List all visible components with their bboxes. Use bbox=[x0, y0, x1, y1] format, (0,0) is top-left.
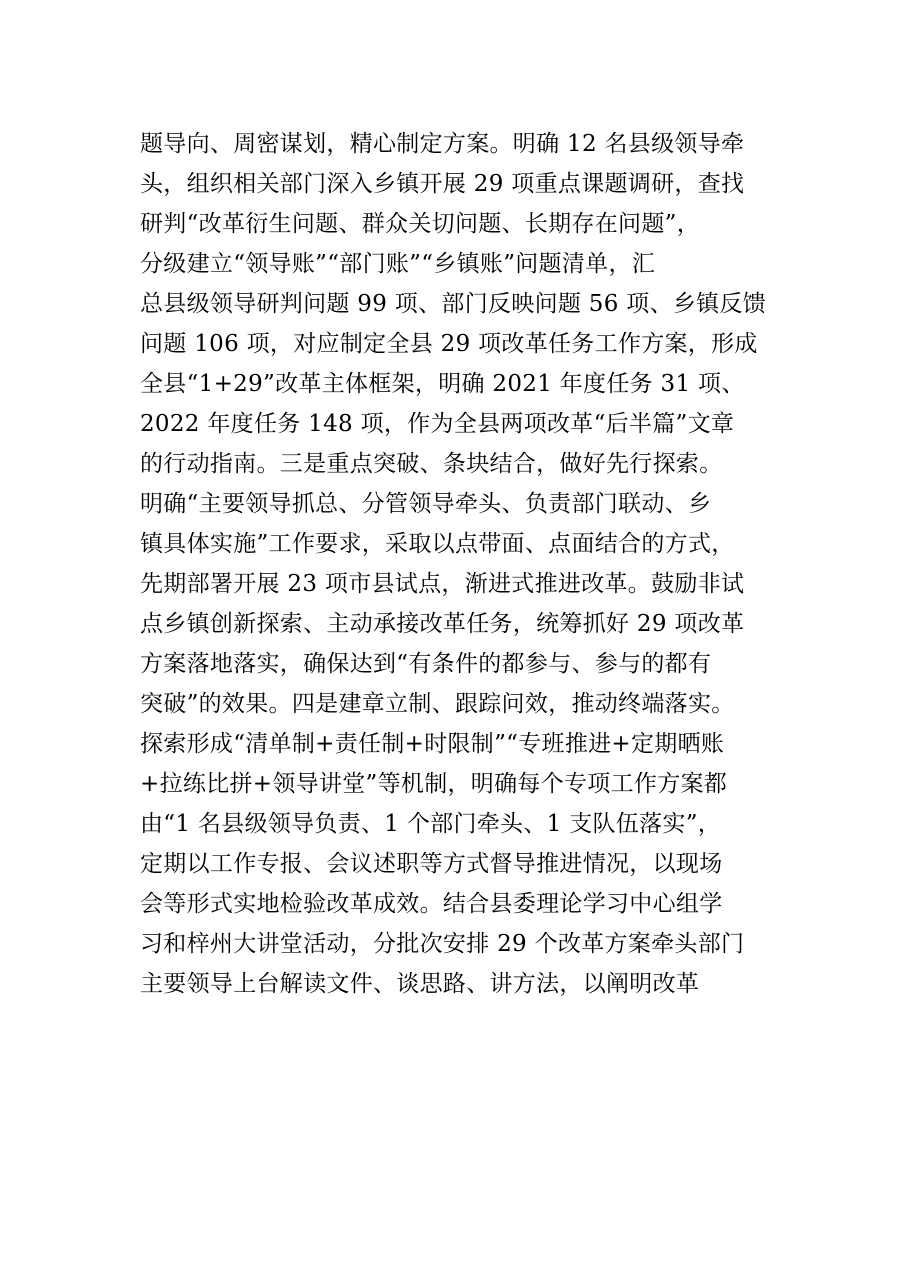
text-line: 点乡镇创新探索、主动承接改革任务，统筹抓好 29 项改革 bbox=[140, 611, 745, 637]
text-line: 探索形成“清单制+责任制+时限制”“专班推进+定期晒账 bbox=[140, 731, 725, 757]
text-line: 会等形式实地检验改革成效。结合县委理论学习中心组学 bbox=[140, 891, 723, 917]
text-line: +拉练比拼+领导讲堂”等机制，明确每个专项工作方案都 bbox=[140, 771, 728, 797]
text-line: 镇具体实施”工作要求，采取以点带面、点面结合的方式， bbox=[140, 531, 735, 557]
text-line: 先期部署开展 23 项市县试点，渐进式推进改革。鼓励非试 bbox=[140, 571, 745, 597]
text-line: 题导向、周密谋划，精心制定方案。明确 12 名县级领导牵 bbox=[140, 131, 745, 157]
text-line: 研判“改革衍生问题、群众关切问题、长期存在问题”， bbox=[140, 211, 701, 237]
body-text bbox=[140, 124, 780, 1004]
text-line: 头，组织相关部门深入乡镇开展 29 项重点课题调研，查找 bbox=[140, 171, 745, 197]
text-line: 突破”的效果。四是建章立制、跟踪问效，推动终端落实。 bbox=[140, 691, 735, 717]
text-line: 分级建立“领导账”“部门账”“乡镇账”问题清单，汇 bbox=[140, 251, 656, 277]
text-line: 主要领导上台解读文件、谈思路、讲方法，以阐明改革 bbox=[140, 971, 700, 997]
text-line: 的行动指南。三是重点突破、条块结合，做好先行探索。 bbox=[140, 451, 723, 477]
text-line: 定期以工作专报、会议述职等方式督导推进情况，以现场 bbox=[140, 851, 723, 877]
text-line: 总县级领导研判问题 99 项、部门反映问题 56 项、乡镇反馈 bbox=[140, 291, 767, 317]
text-line: 由“1 名县级领导负责、1 个部门牵头、1 支队伍落实”， bbox=[140, 811, 722, 837]
text-line: 习和梓州大讲堂活动，分批次安排 29 个改革方案牵头部门 bbox=[140, 931, 745, 957]
text-line: 明确“主要领导抓总、分管领导牵头、负责部门联动、乡 bbox=[140, 491, 712, 517]
text-line: 全县“1+29”改革主体框架，明确 2021 年度任务 31 项、 bbox=[140, 371, 745, 397]
text-line: 方案落地落实，确保达到“有条件的都参与、参与的都有 bbox=[140, 651, 712, 677]
text-line: 2022 年度任务 148 项，作为全县两项改革“后半篇”文章 bbox=[140, 411, 735, 437]
text-line: 问题 106 项，对应制定全县 29 项改革任务工作方案，形成 bbox=[140, 331, 758, 357]
